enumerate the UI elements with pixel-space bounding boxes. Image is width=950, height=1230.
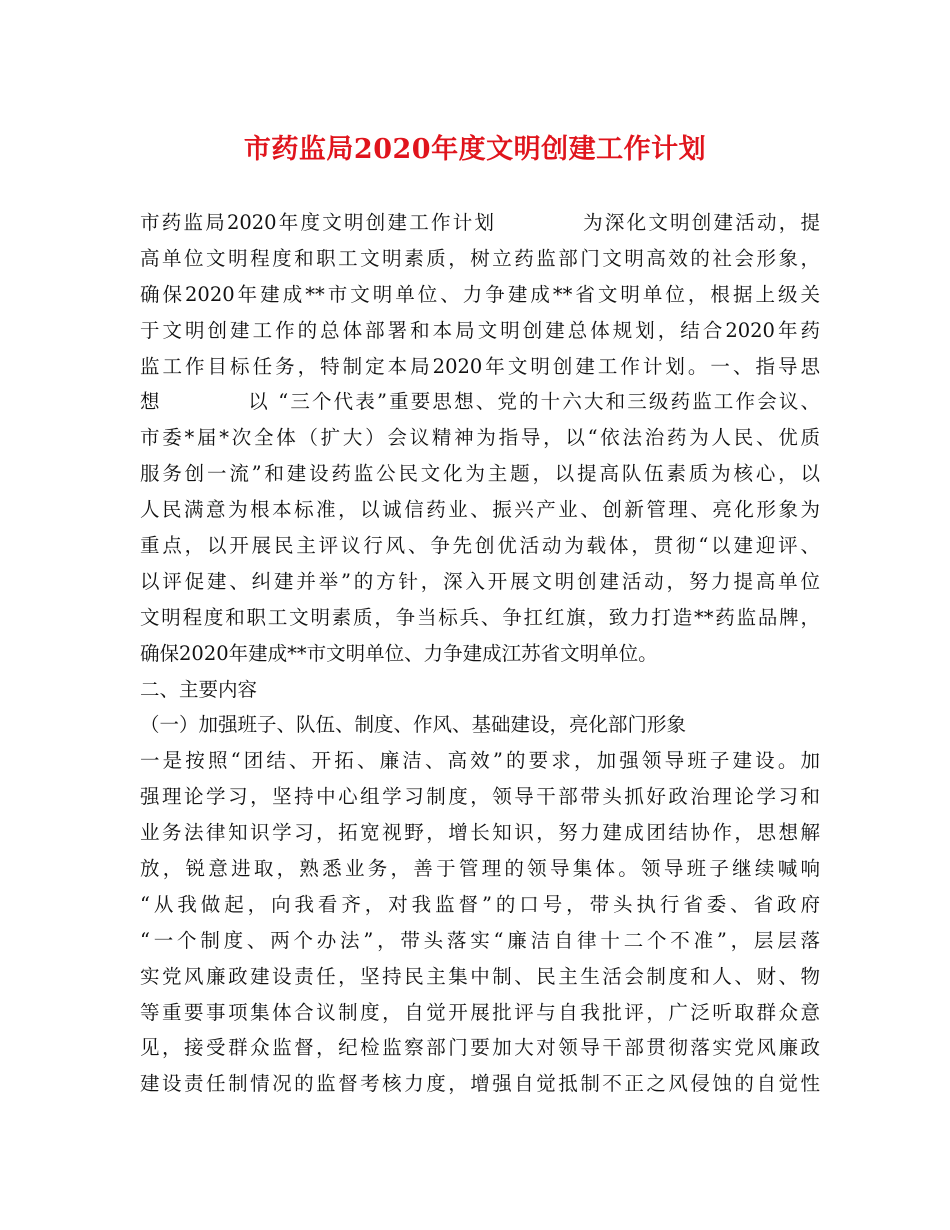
document-title: 市药监局2020年度文明创建工作计划 [243,134,707,165]
body-line: 等重要事项集体合议制度，自觉开展批评与自我批评，广泛听取群众意 [140,1000,820,1024]
body-line: “从我做起，向我看齐，对我监督”的口号，带头执行省委、省政府 [140,892,820,916]
body-line: 强理论学习，坚持中心组学习制度，领导干部带头抓好政治理论学习和 [140,785,820,809]
body-line: 一是按照“团结、开拓、廉洁、高效”的要求，加强领导班子建设。加 [140,749,820,773]
body-line: 重点，以开展民主评议行风、争先创优活动为载体，贯彻“以建迎评、 [140,534,820,558]
document-body [140,205,820,1102]
body-line: 确保2020年建成**市文明单位、力争建成**省文明单位，根据上级关 [140,282,820,306]
body-line: 人民满意为根本标准，以诚信药业、振兴产业、创新管理、亮化形象为 [140,498,820,522]
body-line: 实党风廉政建设责任，坚持民主集中制、民主生活会制度和人、财、物 [140,964,820,988]
body-line: 监工作目标任务，特制定本局2020年文明创建工作计划。一、指导思 [140,354,820,378]
body-line: 确保2020年建成**市文明单位、力争建成江苏省文明单位。 [140,641,658,665]
body-line: 建设责任制情况的监督考核力度，增强自觉抵制不正之风侵蚀的自觉性 [140,1072,820,1096]
body-line: 以评促建、纠建并举”的方针，深入开展文明创建活动，努力提高单位 [140,569,820,593]
body-line: 服务创一流”和建设药监公民文化为主题，以提高队伍素质为核心，以 [140,462,820,486]
section-heading: 二、主要内容 [140,677,258,701]
body-line: 放，锐意进取，熟悉业务，善于管理的领导集体。领导班子继续喊响 [140,857,820,881]
body-line: 业务法律知识学习，拓宽视野，增长知识，努力建成团结协作，思想解 [140,821,820,845]
subsection-heading: （一）加强班子、队伍、制度、作风、基础建设，亮化部门形象 [140,713,687,737]
body-line: “一个制度、两个办法”，带头落实“廉洁自律十二个不准”，层层落 [140,928,820,952]
body-line: 想 以 “三个代表”重要思想、党的十六大和三级药监工作会议、 [140,390,820,414]
body-line: 市委*届*次全体（扩大）会议精神为指导，以“依法治药为人民、优质 [140,426,820,450]
body-line: 高单位文明程度和职工文明素质，树立药监部门文明高效的社会形象， [140,246,820,270]
body-line: 市药监局2020年度文明创建工作计划 为深化文明创建活动，提 [140,211,820,234]
body-line: 见，接受群众监督，纪检监察部门要加大对领导干部贯彻落实党风廉政 [140,1036,820,1060]
body-line: 于文明创建工作的总体部署和本局文明创建总体规划，结合2020年药 [140,318,820,342]
body-line: 文明程度和职工文明素质，争当标兵、争扛红旗，致力打造**药监品牌， [140,605,820,629]
